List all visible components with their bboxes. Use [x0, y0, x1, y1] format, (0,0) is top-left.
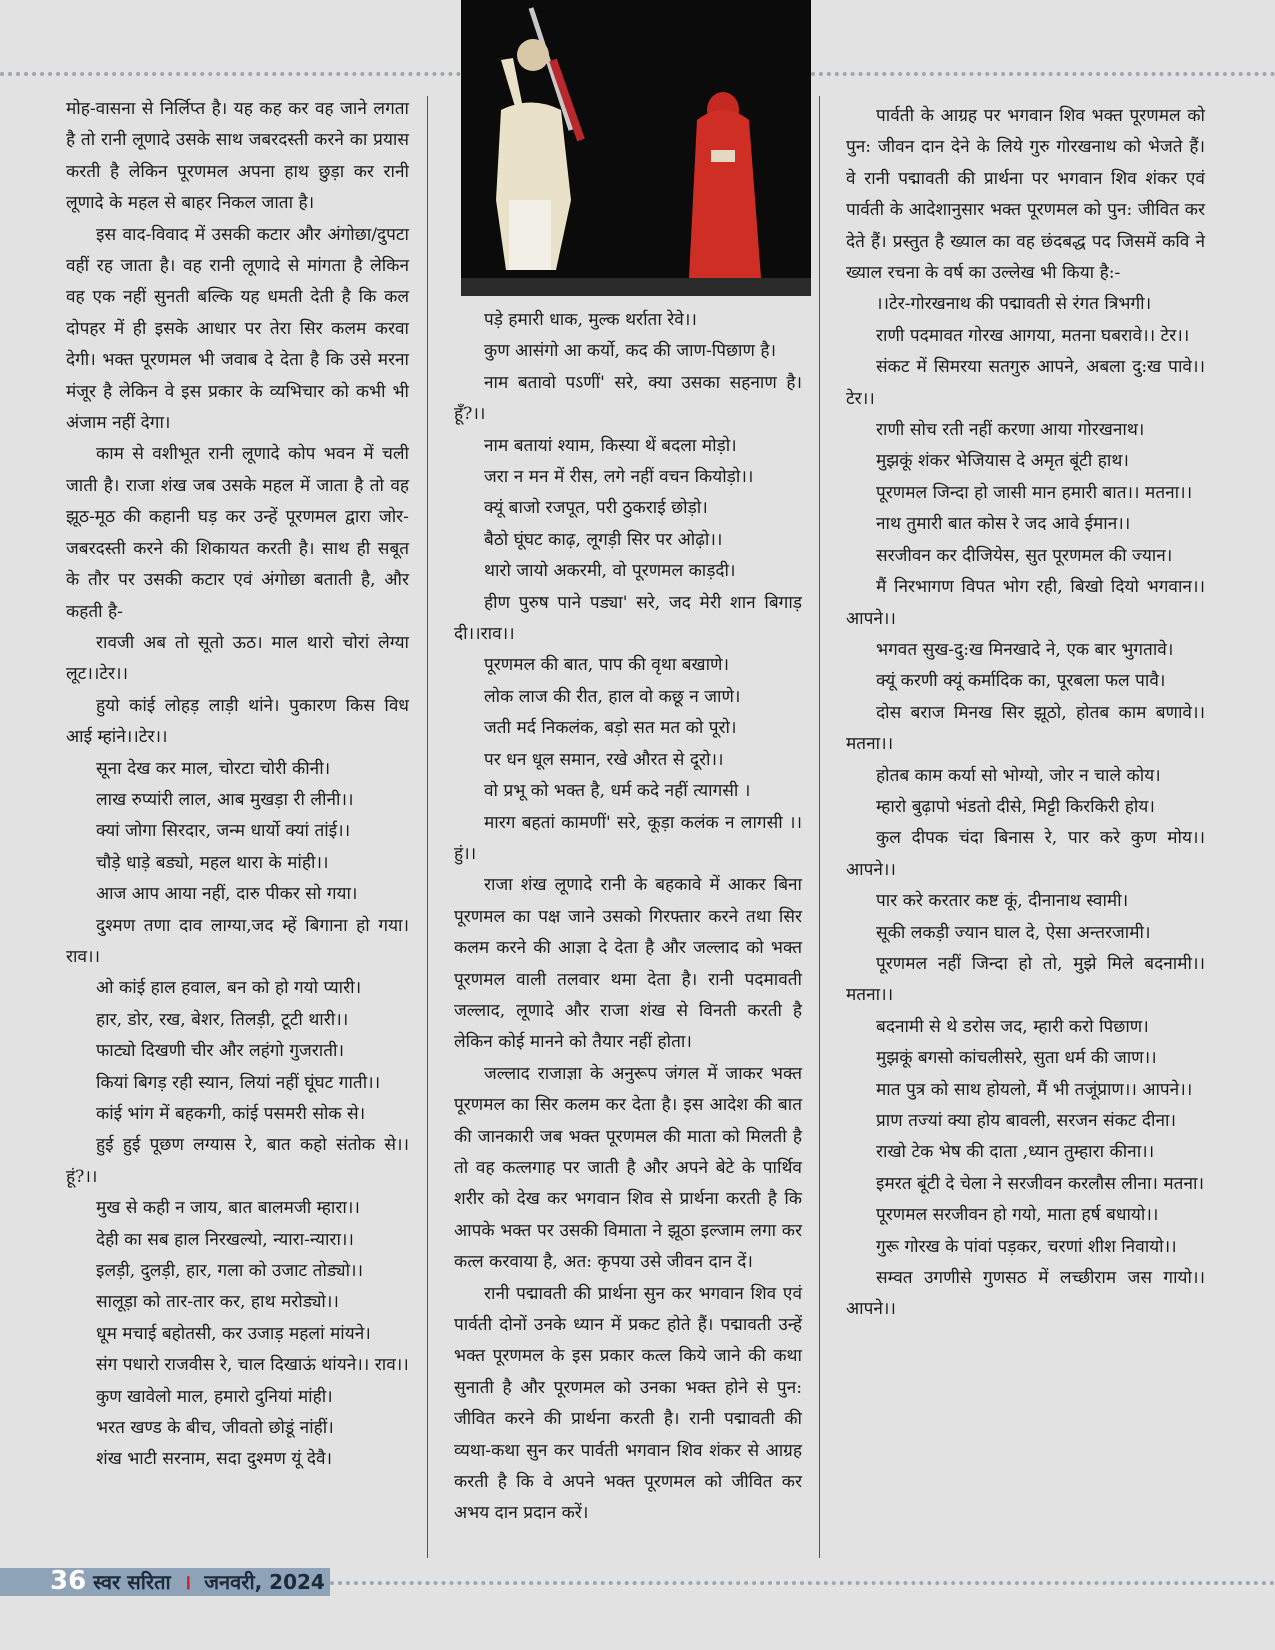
- verse-line: धूम मचाई बहोतसी, कर उजाड़ महलां मांयने।: [96, 1323, 371, 1344]
- verse-line: बदनामी से थे डरोस जद, म्हारी करो पिछाण।: [876, 1016, 1149, 1037]
- column-divider-left: [427, 96, 428, 1558]
- paragraph: गुरू गोरख के पांवां पड़कर, चरणां शीश निवायो।।: [876, 1236, 1177, 1257]
- verse-line: नाम बतायां श्याम, किस्या थें बदला मोड़ो।: [484, 435, 737, 456]
- paragraph: पूरणमल जिन्दा हो जासी मान हमारी बात।। मतना।।: [876, 482, 1193, 503]
- paragraph: संग पधारो राजवीस रे, चाल दिखाऊं थांयने।। राव।।: [96, 1355, 409, 1376]
- verse-line: ।।टेर-गोरखनाथ की पद्मावती से रंगत त्रिभगी।: [876, 294, 1152, 315]
- verse-line: चौड़े धाड़े बड्यो, महल थारा के मांही।।: [96, 852, 329, 873]
- paragraph: मैं निरभागण विपत भोग रही, बिखो दियो भगवान।।आपने।।: [846, 577, 1205, 629]
- verse-line: कांई भांग में बहकगी, कांई पसमरी सोक से।: [96, 1104, 366, 1124]
- verse-line: इलड़ी, दुलड़ी, हार, गला को उजाट तोड्यो।।: [96, 1261, 364, 1282]
- verse-line: लाख रुप्यांरी लाल, आब मुखड़ा री लीनी।।: [96, 789, 354, 810]
- paragraph: इस वाद-विवाद में उसकी कटार और अंगोछा/दुपटा वहीं रह जाता है। वह रानी लूणादे से मांगता है लेकिन वह एक नहीं सुनती बल्कि यह धमती देती है कि कल दोपहर में ही इसके आधार पर तेरा सिर कलम करवा देगी। भक्त पूरणमल भी जवाब दे देता है कि उसे मरना मंजूर है लेकिन वे इस प्रकार के व्यभिचार को कभी भी अंजाम नहीं देगा।: [66, 224, 409, 434]
- stage-performance-illustration: [461, 0, 811, 296]
- verse-line: क्यूं बाजो रजपूत, परी ठुकराई छोड़ो।: [484, 498, 708, 519]
- verse-line: कुण आसंगो आ कर्यो, कद की जाण-पिछाण है।: [484, 341, 777, 362]
- article-column-right: [846, 101, 1205, 1326]
- verse-line: हार, डोर, रख, बेशर, तिलड़ी, टूटी थारी।।: [96, 1009, 349, 1030]
- magazine-name: स्वर सरिता: [93, 1570, 171, 1594]
- paragraph: संकट में सिमरया सतगुरु आपने, अबला दु:ख पावे।।टेर।।: [846, 357, 1205, 409]
- page-footer: [50, 1566, 325, 1596]
- paragraph: जल्लाद राजाज्ञा के अनुरूप जंगल में जाकर भक्त पूरणमल का सिर कलम कर देता है। इस आदेश की बात की जानकारी जब भक्त पूरणमल की माता को मिलती है तो वह कत्लगाह पर जाती है और अपने बेटे के पार्थिव शरीर को देख कर भगवान शिव से प्रार्थना करती है कि आपके भक्त पर उसकी विमाता ने झूठा इल्जाम लगा कर कत्ल करवाया है, अत: कृपया उसे जीवन दान दें।: [454, 1063, 802, 1273]
- header-dotted-rule-right: [811, 72, 1275, 76]
- verse-line: शंख भाटी सरनाम, सदा दुश्मण यूं देवै।: [96, 1449, 333, 1470]
- footer-dotted-rule: [330, 1581, 1275, 1585]
- paragraph: काम से वशीभूत रानी लूणादे कोप भवन में चली जाती है। राजा शंख जब उसके महल में जाता है तो वह झूठ-मूठ की कहानी घड़ कर उन्हें पूरणमल द्वारा जोर-जबरदस्ती करने की शिकायत करती है। साथ ही सबूत के तौर पर उसकी कटार एवं अंगोछा बताती है, और कहती है-: [66, 444, 409, 622]
- paragraph: पूरणमल नहीं जिन्दा हो तो, मुझे मिले बदनामी।। मतना।।: [846, 953, 1205, 1006]
- verse-line: पर धन धूल समान, रखे औरत से दूरो।।: [484, 749, 724, 770]
- header-dotted-rule-left: [0, 72, 461, 76]
- article-column-middle: [454, 305, 802, 1530]
- paragraph: पार्वती के आग्रह पर भगवान शिव भक्त पूरणमल को पुन: जीवन दान देने के लिये गुरु गोरखनाथ को भेजते हैं। वे रानी पद्मावती की प्रार्थना पर भगवान शिव शंकर एवं पार्वती के आदेशानुसार भक्त पूरणमल को पुन: जीवित कर देते हैं। प्रस्तुत है ख्याल का वह छंदबद्ध पद जिसमें कवि ने ख्याल रचना के वर्ष का उल्लेख भी किया है:-: [846, 106, 1205, 284]
- verse-line: पूरणमल की बात, पाप की वृथा बखाणे।: [484, 655, 729, 676]
- verse-line: फाट्यो दिखणी चीर और लहंगो गुजराती।: [96, 1041, 345, 1062]
- paragraph: हुई हुई पूछण लग्यास रे, बात कहो संतोक से।। हूं?।।: [66, 1135, 409, 1187]
- verse-line: जती मर्द निकलंक, बड़ो सत मत को पूरो।: [484, 718, 737, 739]
- paragraph: मारग बहतां कामणीं' सरे, कूड़ा कलंक न लागसी ।।हुं।।: [454, 812, 802, 864]
- footer-separator: ।: [183, 1570, 192, 1594]
- verse-line: मुझकूं शंकर भेजियास दे अमृत बूंटी हाथ।: [876, 451, 1129, 472]
- verse-line: आज आप आया नहीं, दारु पीकर सो गया।: [96, 884, 358, 905]
- issue-date: जनवरी, 2024: [204, 1570, 325, 1594]
- verse-line: म्हारो बुढ़ापो भंडतो दीसे, मिट्टी किरकिरी होय।: [876, 796, 1155, 817]
- verse-line: क्यां जोगा सिरदार, जन्म धार्यो क्यां तांई।।: [96, 821, 351, 842]
- verse-line: लोक लाज की रीत, हाल वो कछू न जाणे।: [484, 686, 741, 707]
- verse-line: मुझकूं बगसो कांचलीसरे, सुता धर्म की जाण।।: [876, 1048, 1157, 1069]
- verse-line: राखो टेक भेष की दाता ,ध्यान तुम्हारा कीना।।: [876, 1142, 1155, 1163]
- paragraph: कुल दीपक चंदा बिनास रे, पार करे कुण मोय।। आपने।।: [846, 828, 1205, 880]
- paragraph: दुश्मण तणा दाव लाग्या,जद म्हें बिगाना हो गया।राव।।: [66, 915, 409, 967]
- verse-line: पूरणमल सरजीवन हो गयो, माता हर्ष बधायो।।: [876, 1205, 1159, 1226]
- verse-line: होतब काम कर्या सो भोग्यो, जोर न चाले कोय।: [876, 765, 1161, 786]
- verse-line: सूना देख कर माल, चोरटा चोरी कीनी।: [96, 758, 331, 779]
- paragraph: इमरत बूंटी दे चेला ने सरजीवन करलौस लीना। मतना।: [876, 1173, 1204, 1194]
- verse-line: पार करे करतार कष्ट कूं, दीनानाथ स्वामी।: [876, 891, 1129, 912]
- paragraph: भगवत सुख-दु:ख मिनखादे ने, एक बार भुगतावे।: [876, 639, 1174, 660]
- paragraph: रावजी अब तो सूतो ऊठ। माल थारो चोरां लेग्या लूट।।टेर।।: [66, 632, 409, 685]
- paragraph: मोह-वासना से निर्लिप्त है। यह कह कर वह जाने लगता है तो रानी लूणादे उसके साथ जबरदस्ती करने का प्रयास करती है लेकिन पूरणमल अपना हाथ छुड़ा कर रानी लूणादे के महल से बाहर निकल जाता है।: [66, 99, 409, 214]
- verse-line: देही का सब हाल निरखल्यो, न्यारा-न्यारा।।: [96, 1229, 354, 1250]
- paragraph: दोस बराज मिनख सिर झूठो, होतब काम बणावे।। मतना।।: [846, 702, 1205, 755]
- verse-line: राणी सोच रती नहीं करणा आया गोरखनाथ।: [876, 420, 1145, 441]
- paragraph: राजा शंख लूणादे रानी के बहकावे में आकर बिना पूरणमल का पक्ष जाने उसको गिरफ्तार करने तथा सिर कलम करने की आज्ञा दे देता है और जल्लाद को भक्त पूरणमल वाली तलवार थमा देता है। रानी पदमावती जल्लाद, लूणादे और राजा शंख से विनती करती है लेकिन कोई मानने को तैयार नहीं होता।: [454, 875, 802, 1053]
- verse-line: भरत खण्ड के बीच, जीवतो छोडूं नांहीं।: [96, 1418, 334, 1439]
- verse-line: सरजीवन कर दीजियेस, सुत पूरणमल की ज्यान।: [876, 545, 1173, 566]
- paragraph: हीण पुरुष पाने पड्या' सरे, जद मेरी शान बिगाड़ दी।।राव।।: [454, 592, 802, 645]
- verse-line: सालूड़ा को तार-तार कर, हाथ मरोड्यो।।: [96, 1292, 339, 1313]
- paragraph: नाम बतावो पऽणीं' सरे, क्या उसका सहनाण है। हूँ?।।: [454, 372, 802, 425]
- paragraph: सम्वत उगणीसे गुणसठ में लच्छीराम जस गायो।। आपने।।: [846, 1268, 1205, 1320]
- verse-line: वो प्रभू को भक्त है, धर्म कदे नहीं त्यागसी ।: [484, 781, 751, 802]
- verse-line: जरा न मन में रीस, लगे नहीं वचन कियोड़ो।।: [484, 467, 754, 488]
- verse-line: सूकी लकड़ी ज्यान घाल दे, ऐसा अन्तरजामी।: [876, 922, 1151, 943]
- verse-line: बैठो घूंघट काढ़, लूगड़ी सिर पर ओढ़ो।।: [484, 529, 723, 550]
- page-number: 36: [50, 1566, 87, 1596]
- verse-line: क्यूं करणी क्यूं कर्मादिक का, पूरबला फल पावै।: [876, 671, 1166, 692]
- verse-line: थारो जायो अकरमी, वो पूरणमल काड़दी।: [484, 561, 736, 582]
- verse-line: मुख से कही न जाय, बात बालमजी म्हारा।।: [96, 1198, 360, 1219]
- paragraph: मात पुत्र को साथ होयलो, मैं भी तजूंप्राण।। आपने।।: [876, 1079, 1193, 1100]
- column-divider-right: [819, 96, 820, 1558]
- article-column-left: [66, 94, 409, 1476]
- paragraph: राणी पदमावत गोरख आगया, मतना घबरावे।। टेर।।: [876, 325, 1190, 346]
- paragraph: कियां बिगड़ रही स्यान, लियां नहीं घूंघट गाती।।: [96, 1072, 381, 1093]
- verse-line: कुण खावेलो माल, हमारो दुनियां मांही।: [96, 1386, 333, 1407]
- stage-performance-photo: [461, 0, 811, 296]
- verse-line: प्राण तज्यां क्या होय बावली, सरजन संकट दीना।: [876, 1111, 1177, 1131]
- paragraph: हुयो कांई लोहड़ लाड़ी थांने। पुकारण किस विध आई म्हांने।।टेर।।: [66, 695, 409, 748]
- verse-line: नाथ तुमारी बात कोस रे जद आवे ईमान।।: [876, 514, 1131, 535]
- paragraph: रानी पद्मावती की प्रार्थना सुन कर भगवान शिव एवं पार्वती दोनों उनके ध्यान में प्रकट होते हैं। पद्मावती उन्हें भक्त पूरणमल के इस प्रकार कत्ल किये जाने की कथा सुनाती है और पूरणमल को उनका भक्त होने से पुन: जीवित करने की प्रार्थना करती है। रानी पद्मावती की व्यथा-कथा सुन कर पार्वती भगवान शिव शंकर से आग्रह करती है कि वे अपने भक्त पूरणमल को जीवित कर अभय दान प्रदान करें।: [454, 1283, 802, 1524]
- verse-line: ओ कांई हाल हवाल, बन को हो गयो प्यारी।: [96, 978, 362, 999]
- verse-line: पड़े हमारी धाक, मुल्क थर्राता रेवे।।: [484, 310, 697, 330]
